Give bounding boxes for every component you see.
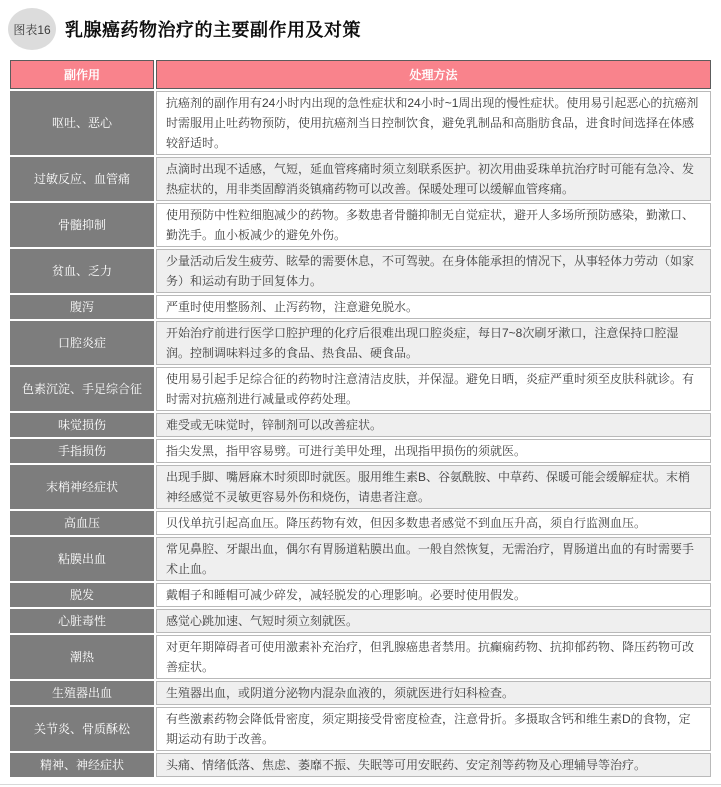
table-row (10, 413, 711, 437)
table-row (10, 203, 711, 247)
column-header-side-effect: 副作用 (10, 60, 154, 89)
table-row (10, 321, 711, 365)
table-row (10, 91, 711, 155)
side-effect-cell: 腹泻 (10, 295, 154, 319)
treatment-cell: 常见鼻腔、牙龈出血，偶尔有胃肠道粘膜出血。一般自然恢复，无需治疗，胃肠道出血的有时需要手术止血。 (156, 537, 711, 581)
treatment-cell: 对更年期障碍者可使用激素补充治疗，但乳腺癌患者禁用。抗癫痫药物、抗抑郁药物、降压药物可改善症状。 (156, 635, 711, 679)
table-row (10, 439, 711, 463)
title-row (8, 8, 713, 50)
treatment-cell: 使用易引起手足综合征的药物时注意清洁皮肤，并保湿。避免日晒，炎症严重时须至皮肤科就诊。有时需对抗癌剂进行减量或停药处理。 (156, 367, 711, 411)
treatment-cell: 少量活动后发生疲劳、眩晕的需要休息，不可驾驶。在身体能承担的情况下，从事轻体力劳动（如家务）和运动有助于回复体力。 (156, 249, 711, 293)
treatment-cell: 感觉心跳加速、气短时须立刻就医。 (156, 609, 711, 633)
treatment-cell: 抗癌剂的副作用有24小时内出现的急性症状和24小时~1周出现的慢性症状。使用易引起恶心的抗癌剂时需服用止吐药物预防，使用抗癌剂当日控制饮食，避免乳制品和高脂肪食品，进食时间选择在体感较舒适时。 (156, 91, 711, 155)
side-effect-cell: 心脏毒性 (10, 609, 154, 633)
side-effect-cell: 关节炎、骨质酥松 (10, 707, 154, 751)
table-row (10, 465, 711, 509)
side-effect-cell: 粘膜出血 (10, 537, 154, 581)
table-row (10, 583, 711, 607)
side-effect-cell: 味觉损伤 (10, 413, 154, 437)
side-effect-cell: 呕吐、恶心 (10, 91, 154, 155)
side-effect-cell: 潮热 (10, 635, 154, 679)
side-effect-cell: 色素沉淀、手足综合征 (10, 367, 154, 411)
table-row (10, 295, 711, 319)
treatment-cell: 点滴时出现不适感，气短，延血管疼痛时须立刻联系医护。初次用曲妥珠单抗治疗时可能有急冷、发热症状的，用非类固醇消炎镇痛药物可以改善。保暖处理可以缓解血管疼痛。 (156, 157, 711, 201)
treatment-cell: 有些激素药物会降低骨密度，须定期接受骨密度检查，注意骨折。多摄取含钙和维生素D的食物，定期运动有助于改善。 (156, 707, 711, 751)
table-row (10, 537, 711, 581)
treatment-cell: 生殖器出血，或阴道分泌物内混杂血液的，须就医进行妇科检查。 (156, 681, 711, 705)
side-effect-cell: 末梢神经症状 (10, 465, 154, 509)
column-header-treatment: 处理方法 (156, 60, 711, 89)
side-effect-cell: 骨髓抑制 (10, 203, 154, 247)
treatment-cell: 出现手脚、嘴唇麻木时须即时就医。服用维生素B、谷氨酰胺、中草药、保暖可能会缓解症状。末梢神经感觉不灵敏更容易外伤和烧伤，请患者注意。 (156, 465, 711, 509)
treatment-cell: 难受或无味觉时，锌制剂可以改善症状。 (156, 413, 711, 437)
side-effect-cell: 过敏反应、血管痛 (10, 157, 154, 201)
side-effects-table (8, 58, 713, 779)
figure-badge: 图表16 (8, 8, 56, 50)
treatment-cell: 使用预防中性粒细胞减少的药物。多数患者骨髓抑制无自觉症状，避开人多场所预防感染，勤漱口、勤洗手。血小板减少的避免外伤。 (156, 203, 711, 247)
table-row (10, 367, 711, 411)
page-title: 乳腺癌药物治疗的主要副作用及对策 (65, 20, 361, 40)
side-effect-cell: 高血压 (10, 511, 154, 535)
side-effect-cell: 生殖器出血 (10, 681, 154, 705)
table-row (10, 511, 711, 535)
side-effect-cell: 口腔炎症 (10, 321, 154, 365)
treatment-cell: 指尖发黑，指甲容易劈。可进行美甲处理，出现指甲损伤的须就医。 (156, 439, 711, 463)
treatment-cell: 贝伐单抗引起高血压。降压药物有效，但因多数患者感觉不到血压升高，须自行监测血压。 (156, 511, 711, 535)
side-effect-cell: 脱发 (10, 583, 154, 607)
side-effect-cell: 手指损伤 (10, 439, 154, 463)
treatment-cell: 戴帽子和睡帽可减少碎发，减轻脱发的心理影响。必要时使用假发。 (156, 583, 711, 607)
side-effect-cell: 贫血、乏力 (10, 249, 154, 293)
table-row (10, 609, 711, 633)
table-row (10, 707, 711, 751)
treatment-cell: 严重时使用整肠剂、止泻药物，注意避免脱水。 (156, 295, 711, 319)
table-row (10, 157, 711, 201)
table-row (10, 249, 711, 293)
table-row (10, 753, 711, 777)
treatment-cell: 头痛、情绪低落、焦虑、萎靡不振、失眠等可用安眠药、安定剂等药物及心理辅导等治疗。 (156, 753, 711, 777)
table-row (10, 681, 711, 705)
table-row (10, 635, 711, 679)
table-header-row (10, 60, 711, 89)
side-effect-cell: 精神、神经症状 (10, 753, 154, 777)
treatment-cell: 开始治疗前进行医学口腔护理的化疗后很难出现口腔炎症，每日7~8次刷牙漱口，注意保持口腔湿润。控制调味料过多的食品、热食品、硬食品。 (156, 321, 711, 365)
